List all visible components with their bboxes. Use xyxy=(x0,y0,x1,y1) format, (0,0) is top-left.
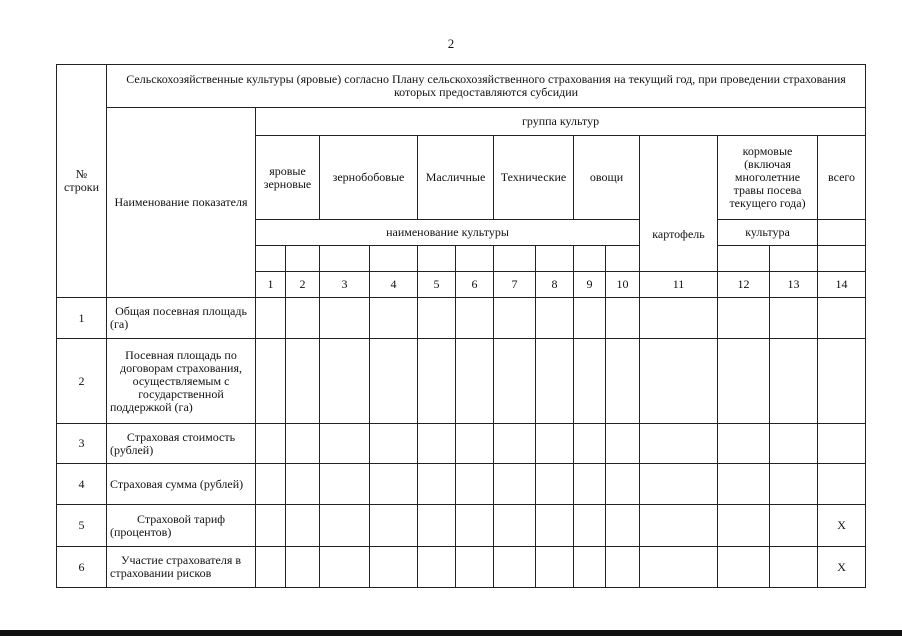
data-cell xyxy=(640,464,718,505)
blank-cell xyxy=(286,246,320,272)
column-number: 5 xyxy=(418,272,456,298)
data-cell xyxy=(494,505,536,547)
data-cell xyxy=(574,424,606,464)
column-number: 9 xyxy=(574,272,606,298)
table-row xyxy=(57,339,866,424)
total-cell xyxy=(818,339,866,424)
blank-cell xyxy=(370,246,418,272)
data-cell xyxy=(494,298,536,339)
table-main-title: Сельскохозяйственные культуры (яровые) согласно Плану сельскохозяйственного страхования на текущий год, при проведении страхования которых предоставляются субсидии xyxy=(107,65,866,108)
column-number: 2 xyxy=(286,272,320,298)
data-cell xyxy=(370,339,418,424)
table-row xyxy=(57,424,866,464)
group-fodder: кормовые (включая многолетние травы посева текущего года) xyxy=(718,136,818,220)
data-cell xyxy=(640,298,718,339)
data-cell xyxy=(536,547,574,588)
table-row xyxy=(57,298,866,339)
data-cell xyxy=(286,464,320,505)
data-cell xyxy=(256,339,286,424)
blank-cell xyxy=(494,246,536,272)
data-cell xyxy=(256,424,286,464)
data-cell xyxy=(494,464,536,505)
blank-cell xyxy=(456,246,494,272)
blank-cell xyxy=(418,246,456,272)
data-cell xyxy=(770,424,818,464)
data-cell xyxy=(370,424,418,464)
blank-cell xyxy=(606,246,640,272)
row-number: 4 xyxy=(57,464,107,505)
data-cell xyxy=(718,298,770,339)
column-number: 8 xyxy=(536,272,574,298)
data-cell xyxy=(418,547,456,588)
data-cell xyxy=(606,464,640,505)
data-cell xyxy=(536,298,574,339)
group-potato: картофель xyxy=(640,136,718,272)
column-number: 7 xyxy=(494,272,536,298)
column-number: 13 xyxy=(770,272,818,298)
data-cell xyxy=(494,339,536,424)
total-cell: Х xyxy=(818,505,866,547)
data-cell xyxy=(256,547,286,588)
data-cell xyxy=(770,505,818,547)
data-cell xyxy=(770,339,818,424)
data-cell xyxy=(456,464,494,505)
crop-name-header: наименование культуры xyxy=(256,220,640,246)
data-cell xyxy=(640,547,718,588)
data-cell xyxy=(574,298,606,339)
data-cell xyxy=(370,505,418,547)
data-cell xyxy=(770,298,818,339)
data-cell xyxy=(320,505,370,547)
indicator-name: Страховой тариф (процентов) xyxy=(107,505,256,547)
data-cell xyxy=(574,339,606,424)
data-cell xyxy=(606,505,640,547)
indicator-name: Общая посевная площадь (га) xyxy=(107,298,256,339)
group-legumes: зернобобовые xyxy=(320,136,418,220)
row-number: 2 xyxy=(57,339,107,424)
data-cell xyxy=(456,339,494,424)
data-cell xyxy=(456,505,494,547)
data-cell xyxy=(418,464,456,505)
data-cell xyxy=(370,298,418,339)
data-cell xyxy=(494,547,536,588)
data-cell xyxy=(770,547,818,588)
row-number: 1 xyxy=(57,298,107,339)
page-number: 2 xyxy=(447,36,455,51)
blank-cell xyxy=(536,246,574,272)
blank-cell xyxy=(320,246,370,272)
data-cell xyxy=(370,547,418,588)
data-cell xyxy=(370,464,418,505)
group-vegetables: овощи xyxy=(574,136,640,220)
data-cell xyxy=(418,505,456,547)
page-bottom-rule xyxy=(0,630,902,636)
column-number: 4 xyxy=(370,272,418,298)
row-number: 5 xyxy=(57,505,107,547)
data-cell xyxy=(320,339,370,424)
data-cell xyxy=(286,505,320,547)
blank-cell xyxy=(770,246,818,272)
column-number: 12 xyxy=(718,272,770,298)
blank-cell xyxy=(574,246,606,272)
data-cell xyxy=(574,547,606,588)
data-cell xyxy=(718,547,770,588)
data-cell xyxy=(418,339,456,424)
group-spring-grains: яровые зерновые xyxy=(256,136,320,220)
data-cell xyxy=(286,424,320,464)
group-total: всего xyxy=(818,136,866,220)
group-oilseeds: Масличные xyxy=(418,136,494,220)
crop-group-header: группа культур xyxy=(256,108,866,136)
data-cell xyxy=(606,424,640,464)
data-cell xyxy=(456,547,494,588)
data-cell xyxy=(418,298,456,339)
indicator-name-header: Наименование показателя xyxy=(107,108,256,298)
column-number: 6 xyxy=(456,272,494,298)
table-row xyxy=(57,464,866,505)
total-cell: Х xyxy=(818,547,866,588)
column-number: 11 xyxy=(640,272,718,298)
column-number: 10 xyxy=(606,272,640,298)
data-cell xyxy=(718,424,770,464)
data-cell xyxy=(770,464,818,505)
row-number: 3 xyxy=(57,424,107,464)
data-cell xyxy=(574,464,606,505)
data-cell xyxy=(256,464,286,505)
indicator-name: Страховая стоимость (рублей) xyxy=(107,424,256,464)
total-cell xyxy=(818,298,866,339)
column-number: 1 xyxy=(256,272,286,298)
blank-cell xyxy=(256,246,286,272)
data-cell xyxy=(718,505,770,547)
data-cell xyxy=(418,424,456,464)
crop-header: культура xyxy=(718,220,818,246)
indicator-name: Посевная площадь по договорам страхования, осуществляемым с государственной поддержкой (га) xyxy=(107,339,256,424)
data-cell xyxy=(536,424,574,464)
column-number: 3 xyxy=(320,272,370,298)
row-number: 6 xyxy=(57,547,107,588)
group-technical: Технические xyxy=(494,136,574,220)
total-cell xyxy=(818,464,866,505)
data-cell xyxy=(718,464,770,505)
data-cell xyxy=(606,339,640,424)
data-cell xyxy=(320,298,370,339)
data-cell xyxy=(256,298,286,339)
blank-cell xyxy=(818,220,866,246)
indicator-name: Участие страхователя в страховании рисков xyxy=(107,547,256,588)
blank-cell xyxy=(818,246,866,272)
data-cell xyxy=(286,339,320,424)
insurance-report-table xyxy=(56,64,866,588)
data-cell xyxy=(536,505,574,547)
blank-cell xyxy=(718,246,770,272)
data-cell xyxy=(456,424,494,464)
data-cell xyxy=(320,424,370,464)
data-cell xyxy=(640,424,718,464)
data-cell xyxy=(286,547,320,588)
data-cell xyxy=(256,505,286,547)
data-cell xyxy=(456,298,494,339)
column-number: 14 xyxy=(818,272,866,298)
data-cell xyxy=(606,298,640,339)
data-cell xyxy=(536,464,574,505)
total-cell xyxy=(818,424,866,464)
data-cell xyxy=(718,339,770,424)
table-row xyxy=(57,547,866,588)
table-row xyxy=(57,505,866,547)
row-number-header: № строки xyxy=(57,65,107,298)
data-cell xyxy=(494,424,536,464)
data-cell xyxy=(320,464,370,505)
data-cell xyxy=(536,339,574,424)
data-cell xyxy=(640,339,718,424)
data-cell xyxy=(320,547,370,588)
data-cell xyxy=(574,505,606,547)
indicator-name: Страховая сумма (рублей) xyxy=(107,464,256,505)
data-cell xyxy=(640,505,718,547)
data-cell xyxy=(606,547,640,588)
data-cell xyxy=(286,298,320,339)
